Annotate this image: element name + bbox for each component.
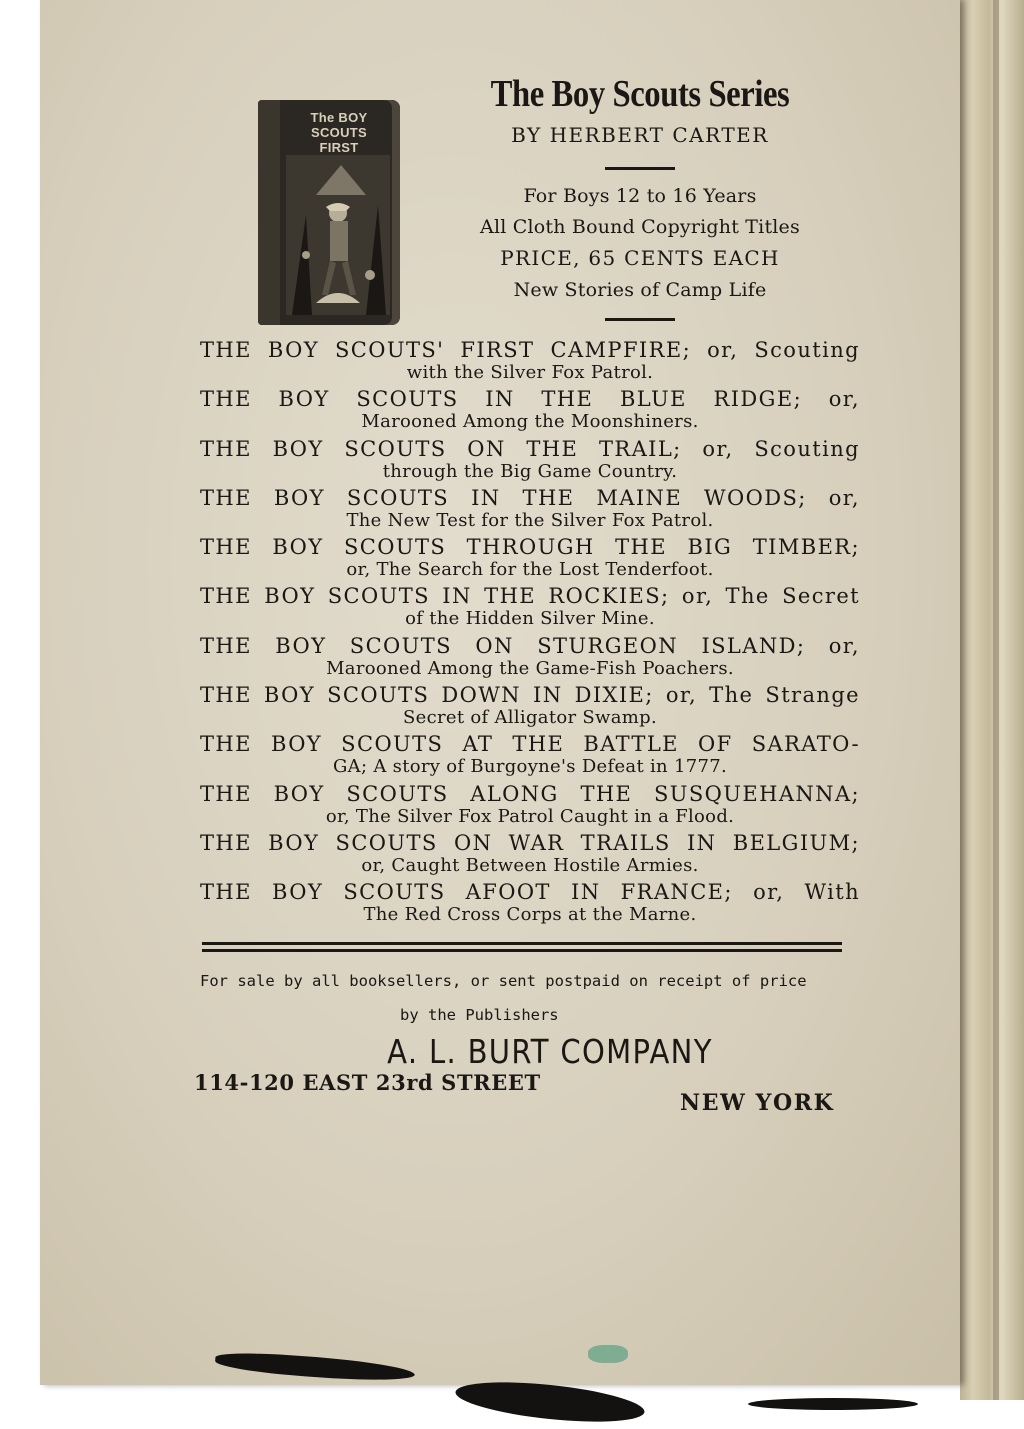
cover-spine	[258, 100, 280, 325]
sale-notice: For sale by all booksellers, or sent postpaid on receipt of price	[200, 972, 807, 990]
title-main: THE BOY SCOUTS ON WAR TRAILS IN BELGIUM;	[200, 830, 860, 855]
list-item	[200, 535, 860, 584]
cover-title-line1: The BOY SCOUTS	[310, 110, 368, 140]
cover-title-line2: FIRST	[319, 140, 359, 155]
title-main: THE BOY SCOUTS AFOOT IN FRANCE; or, With	[200, 880, 860, 905]
sale-notice-publishers: by the Publishers	[400, 1006, 559, 1024]
double-divider	[202, 942, 842, 952]
title-sub: The Red Cross Corps at the Marne.	[363, 904, 697, 926]
green-stain	[588, 1345, 628, 1363]
list-item	[200, 387, 860, 436]
title-main: THE BOY SCOUTS DOWN IN DIXIE; or, The Strange	[200, 683, 860, 708]
list-item	[200, 338, 860, 387]
publisher-city: NEW YORK	[680, 1090, 835, 1116]
list-item	[200, 486, 860, 535]
author-line: BY HERBERT CARTER	[511, 123, 769, 147]
title-sub: Secret of Alligator Swamp.	[403, 707, 657, 729]
list-item	[200, 732, 860, 781]
divider-rule-bottom	[605, 318, 675, 321]
book-cover-illustration	[258, 100, 400, 325]
title-main: THE BOY SCOUTS IN THE BLUE RIDGE; or,	[200, 387, 860, 412]
publisher-name: A. L. BURT COMPANY	[387, 1032, 713, 1071]
title-sub: The New Test for the Silver Fox Patrol.	[346, 509, 714, 531]
title-main: THE BOY SCOUTS THROUGH THE BIG TIMBER;	[200, 535, 860, 560]
title-main: THE BOY SCOUTS IN THE ROCKIES; or, The Secret	[200, 584, 860, 609]
campfire-scene-icon	[286, 155, 390, 315]
list-item	[200, 437, 860, 486]
title-list	[200, 338, 860, 930]
list-item	[200, 782, 860, 831]
list-item	[200, 634, 860, 683]
title-main: THE BOY SCOUTS IN THE MAINE WOODS; or,	[200, 485, 860, 510]
title-sub: or, The Search for the Lost Tenderfoot.	[346, 559, 714, 581]
title-main: THE BOY SCOUTS ALONG THE SUSQUEHANNA;	[200, 781, 860, 806]
title-sub: Marooned Among the Moonshiners.	[361, 411, 699, 433]
title-sub: with the Silver Fox Patrol.	[406, 362, 654, 383]
publisher-address: 114-120 EAST 23rd STREET	[194, 1070, 541, 1095]
title-main: THE BOY SCOUTS ON STURGEON ISLAND; or,	[200, 633, 860, 658]
title-sub: of the Hidden Silver Mine.	[405, 608, 655, 630]
series-title: The Boy Scouts Series	[490, 73, 790, 115]
list-item	[200, 584, 860, 633]
title-sub: or, The Silver Fox Patrol Caught in a Flood.	[325, 805, 735, 827]
title-main: THE BOY SCOUTS' FIRST CAMPFIRE; or, Scouting	[200, 338, 860, 362]
tagline: New Stories of Camp Life	[513, 279, 767, 301]
title-sub: Marooned Among the Game-Fish Poachers.	[326, 657, 734, 679]
ink-blot	[748, 1398, 918, 1410]
title-main: THE BOY SCOUTS AT THE BATTLE OF SARATO-	[200, 732, 860, 757]
age-range: For Boys 12 to 16 Years	[523, 185, 757, 207]
title-sub: or, Caught Between Hostile Armies.	[361, 854, 699, 876]
binding-info: All Cloth Bound Copyright Titles	[480, 216, 800, 238]
title-sub: GA; A story of Burgoyne's Defeat in 1777.	[333, 756, 727, 778]
title-sub: through the Big Game Country.	[382, 460, 678, 482]
title-main: THE BOY SCOUTS ON THE TRAIL; or, Scouting	[200, 436, 860, 461]
list-item	[200, 831, 860, 880]
book-spine-edge	[960, 0, 1024, 1400]
list-item	[200, 683, 860, 732]
divider-rule-top	[605, 167, 675, 170]
list-item	[200, 880, 860, 929]
price-line: PRICE, 65 CENTS EACH	[500, 246, 780, 270]
spine-shadow	[993, 0, 999, 1400]
